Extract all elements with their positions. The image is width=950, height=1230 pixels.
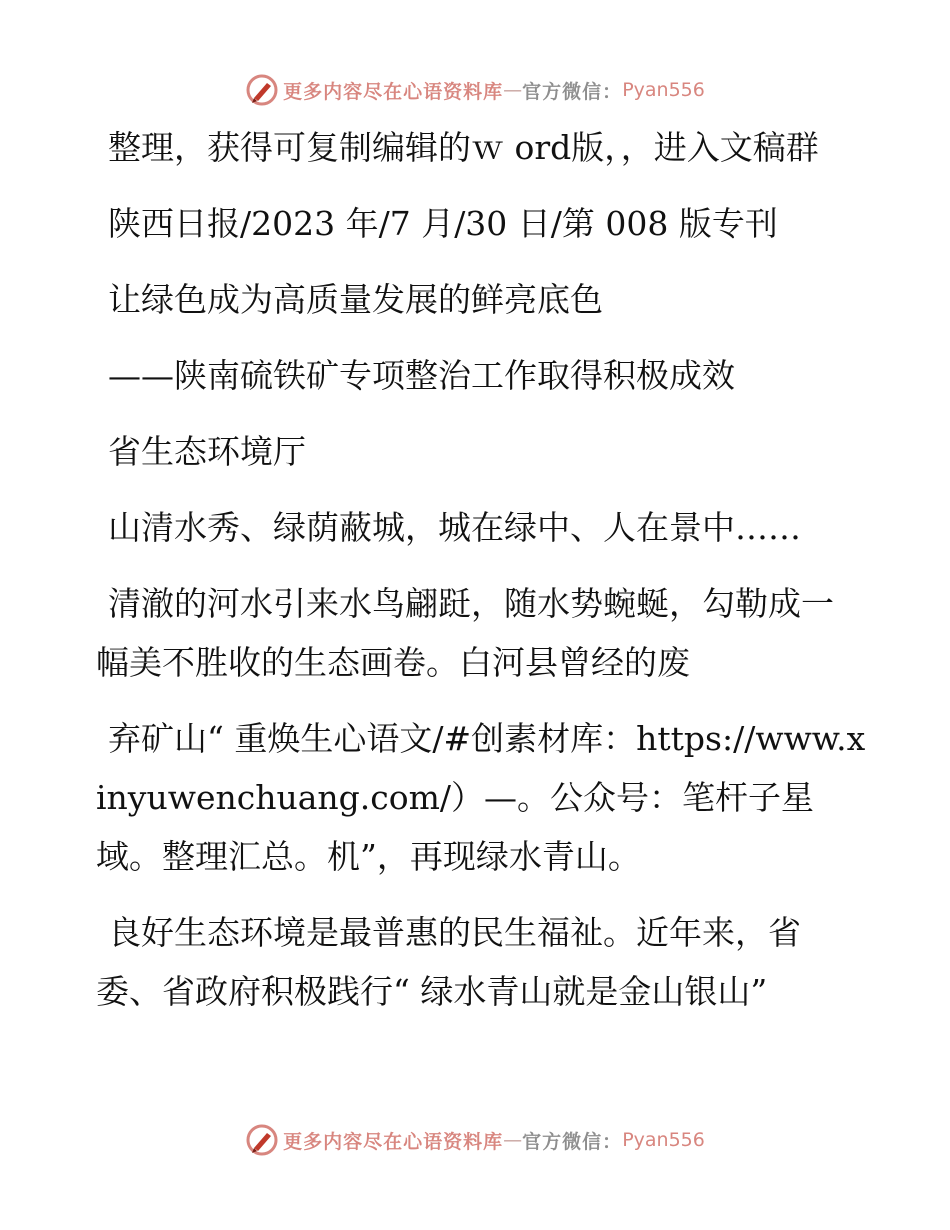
watermark-sub-text: 官方微信： <box>522 80 623 103</box>
watermark-dash: — <box>503 1129 523 1151</box>
article-title: 让绿色成为高质量发展的鲜亮底色 <box>108 280 603 319</box>
paragraph-body: 山清水秀、绿荫蔽城，城在绿中、人在景中…… <box>108 508 801 547</box>
watermark-wechat-id: Pyan556 <box>622 1129 705 1151</box>
watermark-wechat-id: Pyan556 <box>622 79 705 101</box>
pen-logo-icon <box>245 1123 279 1157</box>
paragraph-body: 良好生态环境是最普惠的民生福祉。近年来，省委、省政府积极践行“ 绿水青山就是金山银山” <box>96 913 801 1011</box>
watermark-dash: — <box>503 79 523 101</box>
pen-logo-icon <box>245 73 279 107</box>
paragraph-source: 陕西日报/2023 年/7 月/30 日/第 008 版专刊 <box>108 204 778 243</box>
paragraph-body: 弃矿山“ 重焕生心语文/#创素材库：https://www.xinyuwenchuang.com/）—。公众号：笔杆子星域。整理汇总。机”，再现绿水青山。 <box>96 719 866 876</box>
article-subtitle: ——陕南硫铁矿专项整治工作取得积极成效 <box>108 356 735 395</box>
watermark-header <box>0 70 950 110</box>
paragraph-body: 清澈的河水引来水鸟翩跹，随水势蜿蜒，勾勒成一幅美不胜收的生态画卷。白河县曾经的废 <box>96 584 834 682</box>
watermark-footer <box>0 1120 950 1160</box>
watermark-sub-text: 官方微信： <box>522 1130 623 1153</box>
document-body <box>96 118 866 1038</box>
paragraph-intro: 整理，获得可复制编辑的ｗ ord版，，进入文稿群 <box>108 128 819 167</box>
watermark-main-text: 更多内容尽在心语资料库 <box>283 80 504 103</box>
article-author: 省生态环境厅 <box>108 432 306 471</box>
watermark-main-text: 更多内容尽在心语资料库 <box>283 1130 504 1153</box>
